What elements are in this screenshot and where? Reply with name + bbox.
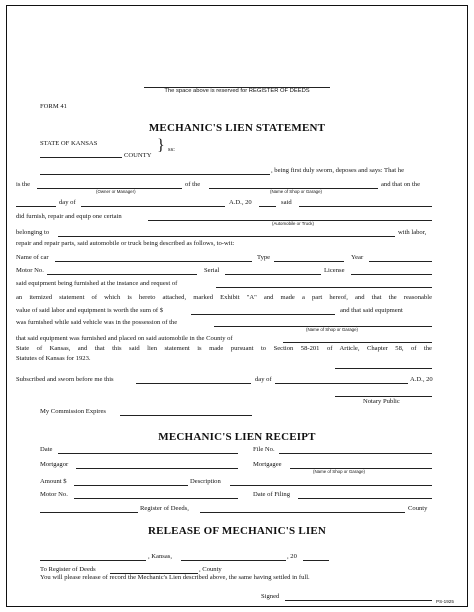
county-line: COUNTY xyxy=(124,152,152,159)
notary-signature-field[interactable] xyxy=(335,396,432,397)
serial-field[interactable] xyxy=(225,274,321,275)
subscribed-day-field[interactable] xyxy=(136,383,251,384)
date-of-filing-field[interactable] xyxy=(298,498,432,499)
owner-name-field[interactable] xyxy=(58,236,395,237)
file-no-label: File No. xyxy=(253,446,275,453)
value-label: value of said labor and equipment is worth the sum of $ xyxy=(16,307,164,314)
motor-no-label: Motor No. xyxy=(16,267,44,274)
itemized-text: an itemized statement of which is hereto attached, marked Exhibit "A" and made a part hereof, and that the reasonable xyxy=(16,294,432,301)
motor-no-field[interactable] xyxy=(47,274,197,275)
description-field[interactable] xyxy=(230,485,432,486)
did-furnish-label: did furnish, repair and equip one certain xyxy=(16,213,122,220)
signed-label: Signed xyxy=(261,593,280,600)
kansas-label: , Kansas, xyxy=(148,553,172,560)
said-label: said xyxy=(281,199,292,206)
receipt-title: MECHANIC'S LIEN RECEIPT xyxy=(158,431,316,443)
affiant-name-field[interactable] xyxy=(40,174,270,175)
ss-label: ss: xyxy=(168,146,175,153)
type-field[interactable] xyxy=(274,261,344,262)
and-that-said-label: and that said equipment xyxy=(340,307,403,314)
sworn-text: , being first duly sworn, deposes and says: That he xyxy=(271,167,405,174)
mortgagor-label: Mortgagor xyxy=(40,461,69,468)
license-field[interactable] xyxy=(351,274,432,275)
reserved-note: The space above is reserved for REGISTER OF DEEDS xyxy=(164,88,310,94)
type-label: Type xyxy=(257,254,271,261)
belonging-label: belonging to xyxy=(16,229,50,236)
year-value-field[interactable] xyxy=(369,261,432,262)
mortgagee-caption: (Name of Shop or Garage) xyxy=(313,469,365,474)
register-county-field[interactable] xyxy=(200,512,405,513)
receipt-motor-field[interactable] xyxy=(74,498,238,499)
equip-furnished-label: said equipment being furnished at the instance and request of xyxy=(16,280,178,287)
day-of-label: day of xyxy=(59,199,76,206)
state-line: STATE OF KANSAS xyxy=(40,140,98,147)
form-code: PS-1925 xyxy=(436,599,454,604)
release-date-field[interactable] xyxy=(181,560,286,561)
shop-caption: (Name of Shop or Garage) xyxy=(270,189,322,194)
subscribed-month-field[interactable] xyxy=(275,383,408,384)
notary-label: Notary Public xyxy=(363,398,400,405)
to-register-label: To Register of Deeds xyxy=(40,566,96,573)
possession-caption: (Name of Shop or Garage) xyxy=(306,327,358,332)
receipt-date-field[interactable] xyxy=(58,453,238,454)
said-field[interactable] xyxy=(299,206,432,207)
ad2-label: A.D., 20 xyxy=(410,376,433,383)
amount-label: Amount $ xyxy=(40,478,67,485)
serial-label: Serial xyxy=(204,267,220,274)
date-of-filing-label: Date of Filing xyxy=(253,491,290,498)
owner-caption: (Owner or Manager) xyxy=(96,189,136,194)
release-city-field[interactable] xyxy=(40,560,146,561)
sum-field[interactable] xyxy=(191,314,335,315)
receipt-county-label: County xyxy=(408,505,428,512)
receipt-motor-label: Motor No. xyxy=(40,491,68,498)
year-field[interactable] xyxy=(259,206,276,207)
of-the-label: of the xyxy=(185,181,201,188)
license-label: License xyxy=(324,267,345,274)
county-field[interactable] xyxy=(40,157,122,158)
upper-signature-field[interactable] xyxy=(335,368,432,369)
request-of-field[interactable] xyxy=(216,287,432,288)
with-labor-label: with labor, xyxy=(398,229,427,236)
mortgagee-label: Mortgagee xyxy=(253,461,282,468)
release-text: You will please release of record the Mechanic's Lien described above, the same having settled in full. xyxy=(40,574,310,581)
brace: } xyxy=(157,137,165,154)
statutes-text: Statutes of Kansas for 1923. xyxy=(16,355,91,362)
car-name-field[interactable] xyxy=(55,261,252,262)
release-title: RELEASE OF MECHANIC'S LIEN xyxy=(147,525,327,537)
commission-field[interactable] xyxy=(120,415,252,416)
auto-caption: (Automobile or Truck) xyxy=(272,221,314,226)
month-field[interactable] xyxy=(81,206,225,207)
repair-parts-text: repair and repair parts, said automobile or truck being described as follows, to-wit: xyxy=(16,240,235,247)
name-of-car-label: Name of car xyxy=(16,254,49,261)
register-name-field[interactable] xyxy=(40,512,138,513)
release-county-label: , County xyxy=(199,566,222,573)
commission-label: My Commission Expires xyxy=(40,408,106,415)
file-no-field[interactable] xyxy=(279,453,432,454)
description-label: Description xyxy=(190,478,221,485)
receipt-date-label: Date xyxy=(40,446,53,453)
day-field[interactable] xyxy=(16,206,56,207)
subscribed-label: Subscribed and sworn before me this xyxy=(16,376,114,383)
county-of-field[interactable] xyxy=(283,342,432,343)
year-label: Year xyxy=(351,254,364,261)
register-label: Register of Deeds, xyxy=(140,505,189,512)
furnished-while-label: was furnished while said vehicle was in the possession of the xyxy=(16,319,178,326)
comma20-label: , 20 xyxy=(287,553,297,560)
statement-title: MECHANIC'S LIEN STATEMENT xyxy=(148,122,326,134)
form-number: FORM 41 xyxy=(40,103,67,110)
document-border xyxy=(6,5,468,607)
release-year-field[interactable] xyxy=(303,560,329,561)
signed-field[interactable] xyxy=(285,600,432,601)
ad-label: A.D., 20 xyxy=(229,199,252,206)
filed-county-text: that said equipment was furnished and placed on said automobile in the County of xyxy=(16,335,233,342)
day-of2-label: day of xyxy=(255,376,272,383)
state-kansas-text: State of Kansas, and that this said lien statement is made pursuant to Section 58-201 of Article, Chapter 58, of the xyxy=(16,345,432,352)
and-that-on-label: and that on the xyxy=(381,181,421,188)
amount-field[interactable] xyxy=(74,485,188,486)
is-the-label: is the xyxy=(16,181,31,188)
mortgagor-field[interactable] xyxy=(76,468,238,469)
